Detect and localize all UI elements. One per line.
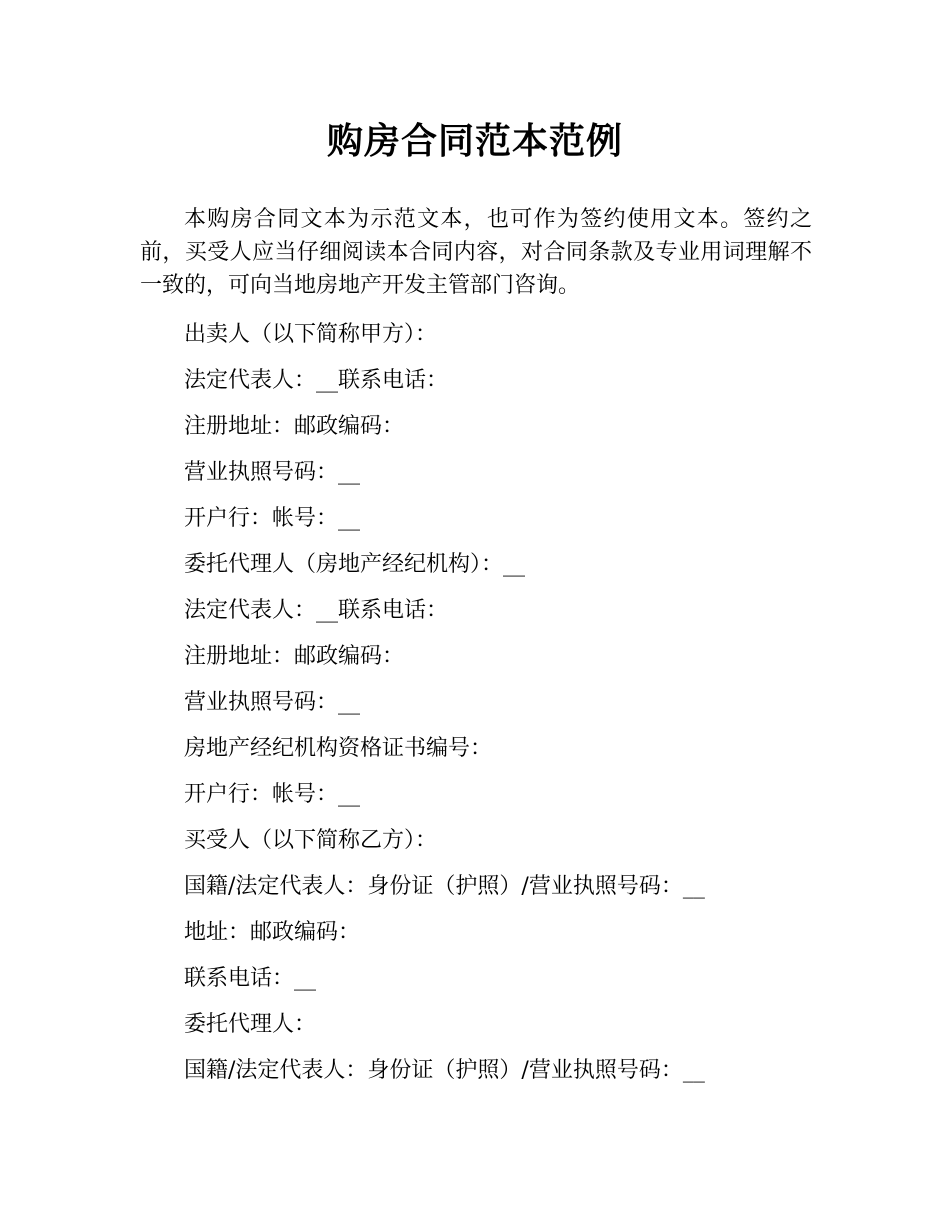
field-buyer-identity: 国籍/法定代表人：身份证（护照）/营业执照号码：__ xyxy=(184,874,705,899)
field-buyer-phone: 联系电话：__ xyxy=(184,966,317,991)
document-title: 购房合同范本范例 xyxy=(326,121,623,162)
field-seller: 出卖人（以下简称甲方）： xyxy=(184,322,438,347)
field-seller-bank: 开户行：帐号：__ xyxy=(184,506,361,531)
field-agent: 委托代理人（房地产经纪机构）：__ xyxy=(184,552,526,577)
field-seller-license: 营业执照号码：__ xyxy=(184,460,361,485)
field-seller-address: 注册地址：邮政编码： xyxy=(184,414,405,439)
field-agent-address: 注册地址：邮政编码： xyxy=(184,644,405,669)
field-buyer-agent-identity: 国籍/法定代表人：身份证（护照）/营业执照号码：__ xyxy=(184,1058,705,1083)
field-buyer-agent: 委托代理人： xyxy=(184,1012,317,1037)
field-seller-legal-rep: 法定代表人：__联系电话： xyxy=(184,368,449,393)
field-agent-certificate: 房地产经纪机构资格证书编号： xyxy=(184,736,493,761)
field-agent-legal-rep: 法定代表人：__联系电话： xyxy=(184,598,449,623)
contract-party-fields xyxy=(184,312,824,1094)
intro-paragraph: 本购房合同文本为示范文本，也可作为签约使用文本。签约之前，买受人应当仔细阅读本合同内容，对合同条款及专业用词理解不一致的，可向当地房地产开发主管部门咨询。 xyxy=(140,207,812,298)
field-buyer-address: 地址：邮政编码： xyxy=(184,920,361,945)
field-agent-bank: 开户行：帐号：__ xyxy=(184,782,361,807)
field-buyer: 买受人（以下简称乙方）： xyxy=(184,828,438,853)
field-agent-license: 营业执照号码：__ xyxy=(184,690,361,715)
